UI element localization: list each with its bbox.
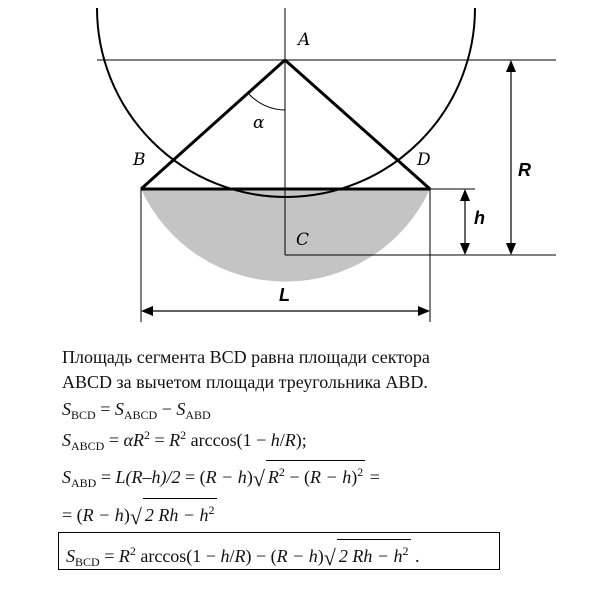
- l-arrow-left: [141, 306, 153, 316]
- h-arrow-bottom: [460, 243, 470, 255]
- f1-sub3: ABD: [185, 408, 211, 422]
- f3-rad-close: ): [351, 467, 358, 487]
- f3-tail: =: [365, 467, 380, 487]
- f3-rad-mid: − (: [284, 467, 311, 487]
- r-arrow-bottom: [506, 243, 516, 255]
- f5-rad-sup: 2: [402, 544, 409, 558]
- f3-eq: =: [96, 467, 116, 487]
- f4-radical-icon: √: [129, 504, 142, 529]
- f2-r3: R: [284, 430, 296, 450]
- f5-arc-end: ) − (: [245, 546, 277, 566]
- h-arrow-top: [460, 189, 470, 201]
- f5-dot: .: [410, 546, 420, 566]
- label-alpha: α: [253, 113, 265, 133]
- f1-sub1: BCD: [71, 408, 96, 422]
- f5-slash: /: [229, 546, 235, 566]
- l-arrow-right: [418, 306, 430, 316]
- f3-sub: ABD: [71, 476, 97, 490]
- f5-s: S: [66, 546, 75, 566]
- label-r: R: [518, 160, 531, 180]
- f2-alpha: α: [123, 430, 133, 450]
- f3-radical-icon: √: [252, 466, 265, 491]
- f1-sub2: ABCD: [123, 408, 158, 422]
- f5-sup: 2: [129, 544, 136, 558]
- f3-expr: L(R–h)/2: [115, 467, 181, 487]
- description-line-2: ABCD за вычетом площади треугольника ABD.: [62, 372, 428, 392]
- f3-close: ): [246, 467, 253, 487]
- description-line-1: Площадь сегмента BCD равна площади сектора: [62, 347, 430, 367]
- f2-end: );: [295, 430, 307, 450]
- formula-5: [66, 539, 586, 573]
- f3-eq2: = (: [180, 467, 206, 487]
- f1-s: S: [62, 399, 71, 419]
- f2-s: S: [62, 430, 71, 450]
- formula-3: [62, 460, 582, 494]
- f2-rest: arccos(1 −: [186, 430, 271, 450]
- f4-rh: R − h: [82, 505, 124, 525]
- f5-arc: arccos(1 −: [135, 546, 221, 566]
- f1-minus: −: [157, 399, 177, 419]
- f3-sup-a: 2: [278, 465, 285, 479]
- label-l: L: [279, 285, 290, 305]
- f2-h: h: [270, 430, 280, 450]
- f5-sqrt: [337, 539, 411, 567]
- f1-s2: S: [114, 399, 124, 419]
- f5-sub: BCD: [75, 555, 100, 569]
- label-h: h: [474, 208, 485, 228]
- formula-4: [62, 498, 582, 528]
- f5-r2: R: [234, 546, 246, 566]
- label-b: B: [133, 150, 146, 170]
- f1-eq: =: [95, 399, 115, 419]
- f3-rad-a: R: [267, 467, 279, 487]
- f2-sup2: 2: [180, 428, 187, 442]
- f2-eq: =: [104, 430, 124, 450]
- f4-sqrt: [143, 498, 217, 526]
- label-d: D: [417, 150, 431, 170]
- f2-eq2: =: [149, 430, 170, 450]
- f5-r: R: [118, 546, 130, 566]
- f5-close: ): [317, 546, 324, 566]
- f3-sqrt: [266, 460, 365, 488]
- f5-h: h: [220, 546, 230, 566]
- f5-radical-icon: √: [323, 545, 336, 570]
- radius-ad: [285, 60, 430, 189]
- f4-close: ): [123, 505, 130, 525]
- f3-rh1: R − h: [205, 467, 247, 487]
- f3-rad-b: R − h: [310, 467, 352, 487]
- f3-sup-b: 2: [357, 465, 364, 479]
- f1-s3: S: [176, 399, 186, 419]
- formula-2: [62, 424, 582, 457]
- f5-rh: R − h: [276, 546, 318, 566]
- f2-slash: /: [279, 430, 285, 450]
- label-c: C: [296, 230, 310, 250]
- f2-sup: 2: [143, 428, 150, 442]
- r-arrow-top: [506, 60, 516, 72]
- f4-rad: 2 Rh − h: [144, 505, 209, 525]
- label-a: A: [298, 30, 311, 50]
- f5-eq: =: [99, 546, 119, 566]
- f5-rad: 2 Rh − h: [338, 546, 403, 566]
- f4-sup: 2: [208, 503, 215, 517]
- f3-s: S: [62, 467, 71, 487]
- f2-r: R: [132, 430, 144, 450]
- angle-arc: [248, 93, 285, 110]
- formula-1: [62, 398, 582, 426]
- f4-lead: = (: [62, 505, 83, 525]
- f2-r2: R: [169, 430, 181, 450]
- f2-sub: ABCD: [71, 439, 105, 453]
